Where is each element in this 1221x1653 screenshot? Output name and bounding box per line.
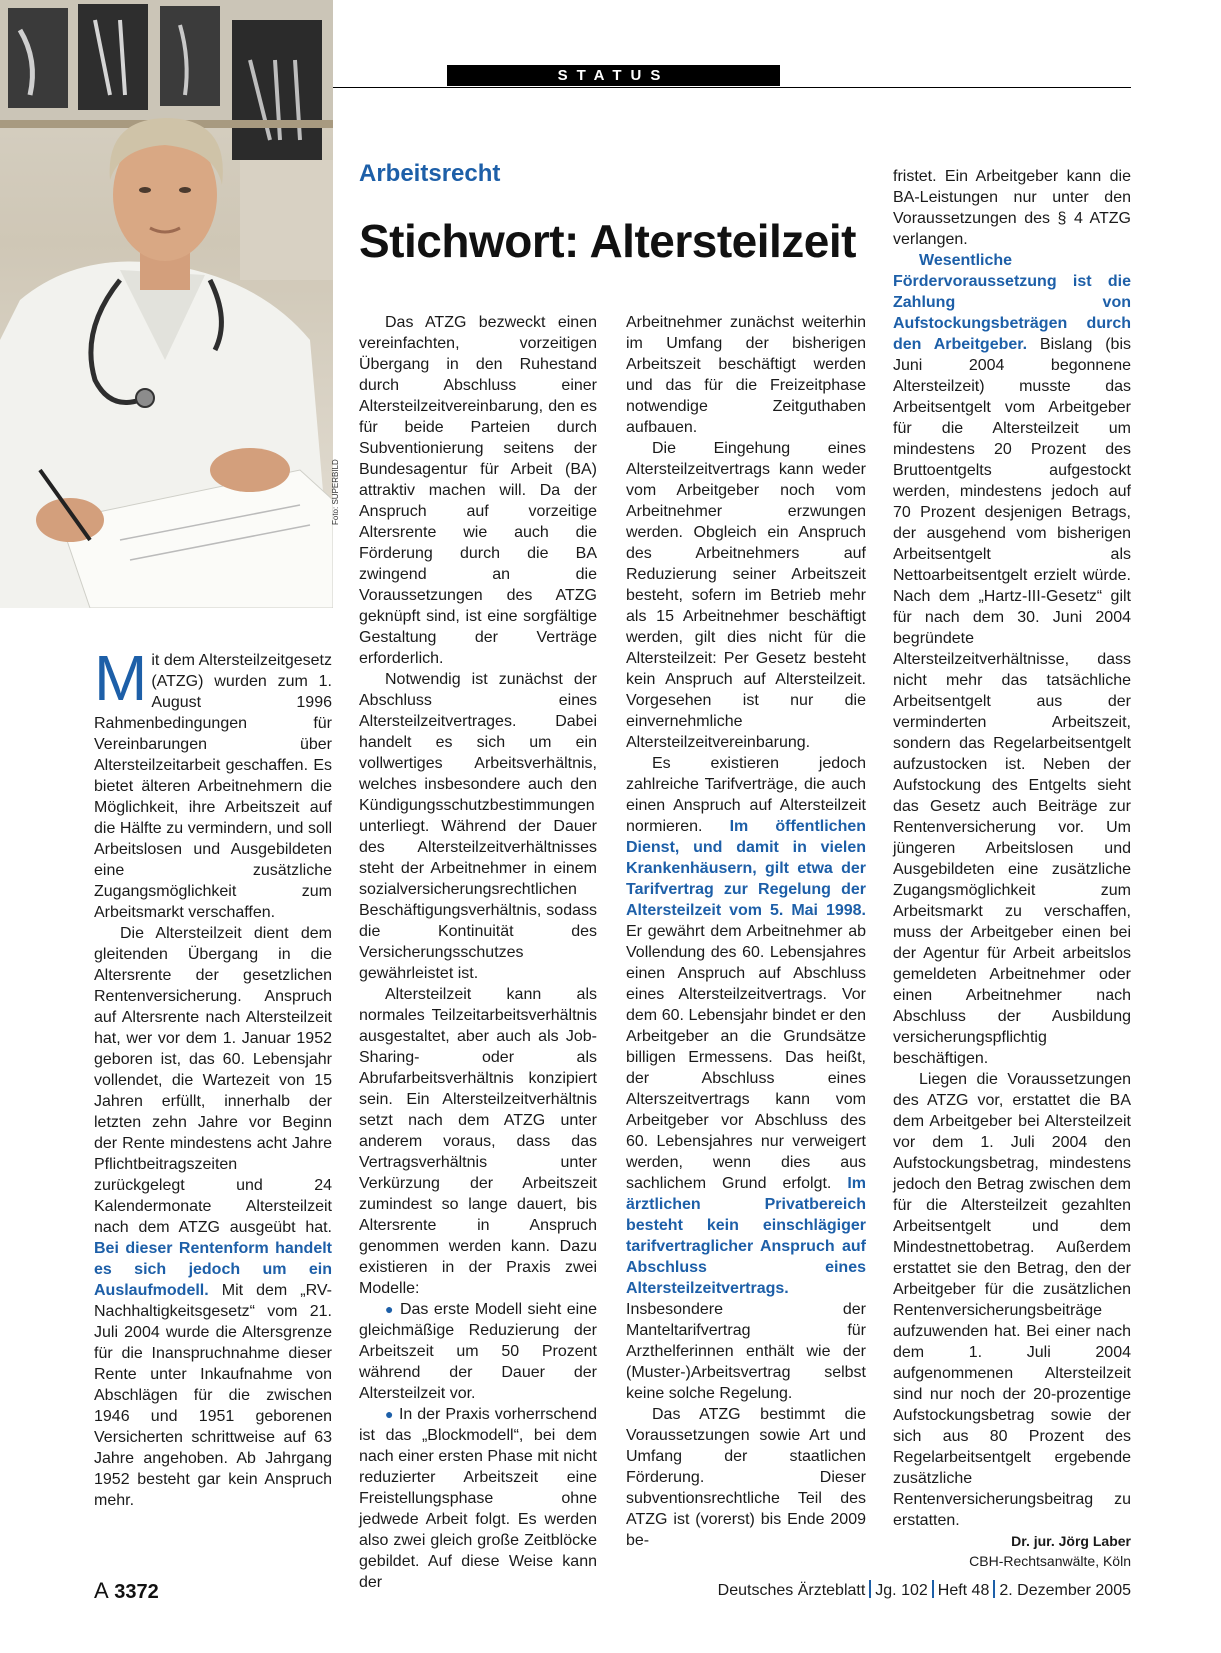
paragraph-text: Das erste Modell sieht eine gleichmäßige Reduzierung der Arbeitszeit um 50 Prozent während der Dauer der Altersteilzeit vor. [359,1301,597,1402]
paragraph-text: Bislang (bis Juni 2004 begonnene Altersteilzeit) musste das Arbeitsentgelt vom Arbeitgeber für die Altersteilzeit um mindestens 20 Prozent des Bruttoentgelts aufgestockt werden, mindestens jedoch auf 70 Prozent desjenigen Betrags, der ausgehend vom bisherigen Arbeitsentgelt als Nettoarbeitsentgelt erzielt würde. Nach dem „Hartz-III-Gesetz“ gilt für nach dem 30. Juni 2004 begründete Altersteilzeitverhältnisse, dass nicht mehr das tatsächliche Arbeitsentgelt aus der verminderten Arbeitszeit, sondern das Regelarbeitsentgelt aufzustocken ist. Neben der Aufstockung des Entgelts sieht das Gesetz auch Beiträge zur Rentenversicherung vor. Um jüngeren Arbeitslosen und Ausgebildeten eine zusätzliche Zugangsmöglichkeit zum Arbeitsmarkt zu verschaffen, muss der Arbeitgeber einen bei der Agentur für Arbeit arbeitslos gemeldeten Arbeitnehmer oder einen Arbeitnehmer nach Abschluss der Ausbildung versicherungspflichtig beschäftigen. [893,336,1132,1067]
paragraph [893,250,1131,1069]
paragraph: Liegen die Voraussetzungen des ATZG vor, erstattet die BA dem Arbeitgeber bei Altersteilzeit vor dem 1. Juli 2004 den Aufstockungsbetrag, mindestens jedoch den Betrag zwischen dem für die Altersteilzeit gezahlten Arbeitsentgelt und dem Mindestnettobetrag. Außerdem erstattet sie den Betrag, den der Arbeitgeber für die zusätzlichen Rentenversicherungsbeiträge aufzuwenden hat. Bei einer nach dem 1. Juli 2004 aufgenommenen Altersteilzeit sind nur noch der 20-prozentige Aufstockungsbetrag sowie der sich aus 80 Prozent des Regelarbeitsentgelt ergebende zusätzliche Rentenversicherungsbeitrag zu erstatten. [893,1071,1131,1529]
author-affiliation: CBH-Rechtsanwälte, Köln [969,1553,1131,1569]
drop-cap: M [94,642,148,714]
paragraph: Die Eingehung eines Altersteilzeitvertrags kann weder vom Arbeitgeber noch vom Arbeitnehmer erzwungen werden. Obgleich ein Anspruch des Arbeitnehmers auf Reduzierung seiner Arbeitszeit besteht, sofern im Betrieb mehr als 15 Arbeitnehmer beschäftigt werden, gilt dies nicht für die Altersteilzeit: Per Gesetz besteht kein Anspruch auf Altersteilzeit. Vorgesehen ist nur die einvernehmliche Altersteilzeitvereinbarung. [626,440,866,751]
bullet-icon: ● [385,1406,394,1422]
article-category: Arbeitsrecht [359,160,501,187]
paragraph: Das ATZG bezweckt einen vereinfachten, vorzeitigen Übergang in den Ruhestand durch Abschluss einer Altersteilzeitvereinbarung, den es für beide Parteien durch Subventionierung seitens der Bundesagentur für Arbeit (BA) attraktiv machen will. Da der Anspruch auf vorzeitige Altersrente wie auch die Förderung durch die BA zwingend an die Voraussetzungen des ATZG geknüpft sind, ist eine sorgfältige Gestaltung der Verträge erforderlich. [359,314,597,667]
journal-volume: Jg. 102 [875,1582,928,1599]
article-column-4 [893,166,1131,1571]
highlight-text: Im öffentlichen Dienst, und damit in vielen Krankenhäusern, gilt etwa der Tarifvertrag zur Regelung der Altersteilzeit vom 5. Mai 1998. [626,818,867,919]
article-column-3 [626,312,866,1551]
paragraph [626,753,866,1404]
doctor-illustration [0,0,333,608]
journal-footer [690,1580,1131,1600]
paragraph [94,642,332,923]
page-number-value: 3372 [114,1581,159,1603]
separator [932,1580,934,1598]
bullet-paragraph [359,1299,597,1404]
paragraph: Altersteilzeit kann als normales Teilzeitarbeitsverhältnis ausgestaltet, aber auch als Job-Sharing- oder als Abrufarbeitsverhältnis konzipiert sein. Ein Altersteilzeitverhältnis setzt nach dem ATZG unter anderem voraus, dass das Vertragsverhältnis unter Verkürzung der Arbeitszeit zumindest so lange dauert, bis Altersrente in Anspruch genommen werden kann. Dazu existieren in der Praxis zwei Modelle: [359,986,597,1297]
bullet-paragraph [359,1404,597,1593]
paragraph-text: it dem Altersteilzeitgesetz (ATZG) wurden zum 1. August 1996 Rahmenbedingungen für Vereinbarungen über Altersteilzeitarbeit geschaffen. Es bietet älteren Arbeitnehmern die Möglichkeit, ihre Arbeitszeit auf die Hälfte zu vermindern, und soll Arbeitslosen und Ausgebildeten eine zusätzliche Zugangsmöglichkeit zum Arbeitsmarkt verschaffen. [94,652,332,921]
paragraph-text: Mit dem „RV-Nachhaltigkeitsgesetz“ vom 21. Juli 2004 wurde die Altersgrenze für die Inanspruchnahme dieser Rente unter Inkaufnahme von Abschlägen für die zwischen 1946 und 1951 geborenen Versicherten schrittweise auf 63 Jahre angehoben. Ab Jahrgang 1952 besteht gar kein Anspruch mehr. [94,1282,332,1509]
separator [869,1580,871,1598]
author-name: Dr. jur. Jörg Laber [1011,1533,1131,1549]
journal-name: Deutsches Ärzteblatt [717,1582,866,1599]
header-rule [333,87,1131,88]
separator [993,1580,995,1598]
section-label: STATUS [447,65,780,86]
paragraph-text: Insbesondere der Manteltarifvertrag für Arzthelferinnen enthält wie der (Muster-)Arbeitsvertrag selbst keine solche Regelung. [626,1301,866,1402]
page-number [94,1578,159,1604]
journal-date: 2. Dezember 2005 [999,1582,1131,1599]
highlight-text: Wesentliche Fördervoraussetzung ist die Zahlung von Aufstockungsbeträgen durch den Arbeitgeber. [893,252,1131,353]
bullet-icon: ● [385,1301,395,1317]
paragraph: Notwendig ist zunächst der Abschluss eines Altersteilzeitvertrages. Dabei handelt es sich um ein vollwertiges Arbeitsverhältnis, welches insbesondere auch den Kündigungsschutzbestimmungen unterliegt. Während der Dauer des Altersteilzeitverhältnisses steht der Arbeitnehmer in einem sozialversicherungsrechtlichen Beschäftigungsverhältnis, sodass die Kontinuität des Versicherungsschutzes gewährleistet ist. [359,671,597,982]
paragraph [94,923,332,1511]
paragraph: Das ATZG bestimmt die Voraussetzungen sowie Art und Umfang der staatlichen Förderung. Dieser subventionsrechtliche Teil des ATZG ist (vorerst) bis Ende 2009 be- [626,1406,866,1549]
page-prefix: A [94,1578,109,1603]
paragraph-text: Die Altersteilzeit dient dem gleitenden Übergang in die Altersrente der gesetzlichen Rentenversicherung. Anspruch auf Altersrente nach Altersteilzeit hat, wer vor dem 1. Januar 1952 geboren ist, das 60. Lebensjahr vollendet, die Wartezeit von 15 Jahren erfüllt, innerhalb der letzten zehn Jahre vor Beginn der Rente mindestens acht Jahre Pflichtbeitragszeiten zurückgelegt und 24 Kalendermonate Altersteilzeit nach dem ATZG ausgeübt hat. [94,925,332,1236]
article-headline: Stichwort: Altersteilzeit [359,215,856,267]
journal-issue: Heft 48 [937,1582,990,1599]
author-signature [893,1531,1131,1571]
paragraph: Arbeitnehmer zunächst weiterhin im Umfang der bisherigen Arbeitszeit beschäftigt werden und das für die Freizeitphase notwendige Zeitguthaben aufbauen. [626,314,866,436]
paragraph-text: In der Praxis vorherrschend ist das „Blockmodell“, bei dem nach einer ersten Phase mit nicht reduzierter Arbeitszeit eine Freistellungsphase ohne jedwede Arbeit folgt. Es werden also zwei gleich große Zeitblöcke gebildet. Auf diese Weise kann der [359,1406,597,1591]
highlight-text: Im ärztlichen Privatbereich besteht kein einschlägiger tarifvertraglicher Anspruch auf Abschluss eines Altersteilzeitvertrags. [626,1175,866,1297]
paragraph-text: Er gewährt dem Arbeitnehmer ab Vollendung des 60. Lebensjahres einen Anspruch auf Abschluss eines Altersteilzeitvertrags. Vor dem 60. Lebensjahr bindet er den Arbeitgeber an die Grundsätze billigen Ermessens. Das heißt, der Abschluss eines Alterszeitvertrags kann vom Arbeitgeber vor Abschluss des 60. Lebensjahres nur verweigert werden, wenn dies aus sachlichem Grund erfolgt. [626,923,866,1192]
highlight-text: Bei dieser Rentenform handelt es sich jedoch um ein Auslaufmodell. [94,1240,332,1299]
article-column-1 [94,642,332,1511]
doctor-photo [0,0,333,608]
paragraph-text: Es existieren jedoch zahlreiche Tarifverträge, die auch einen Anspruch auf Altersteilzeit normieren. [626,755,866,835]
paragraph: fristet. Ein Arbeitgeber kann die BA-Leistungen nur unter den Voraussetzungen des § 4 ATZG verlangen. [893,168,1131,248]
photo-credit: Foto: SUPERBILD [331,459,340,525]
article-column-2 [359,312,597,1593]
